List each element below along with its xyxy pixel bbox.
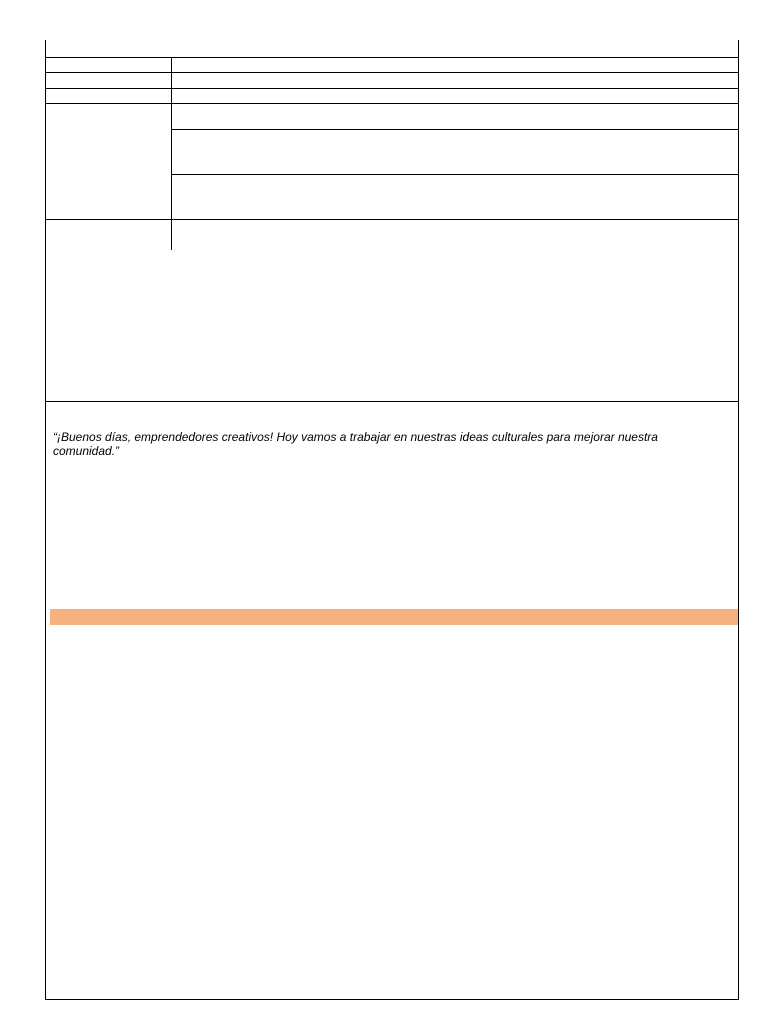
table-row-divider	[46, 219, 738, 220]
greeting-text: “¡Buenos días, emprendedores creativos! Hoy vamos a trabajar en nuestras ideas culturales para mejorar nuestra comunidad.”	[53, 430, 658, 458]
table-row-divider	[46, 88, 738, 89]
table-row-divider	[46, 72, 738, 73]
table-row-divider	[46, 57, 738, 58]
table-column-divider	[171, 57, 172, 250]
table-row-divider	[46, 103, 738, 104]
document-frame	[45, 40, 739, 1000]
section-header-bar	[50, 609, 738, 625]
section-divider	[46, 401, 738, 402]
table-subrow-divider	[171, 129, 738, 130]
table-subrow-divider	[171, 174, 738, 175]
